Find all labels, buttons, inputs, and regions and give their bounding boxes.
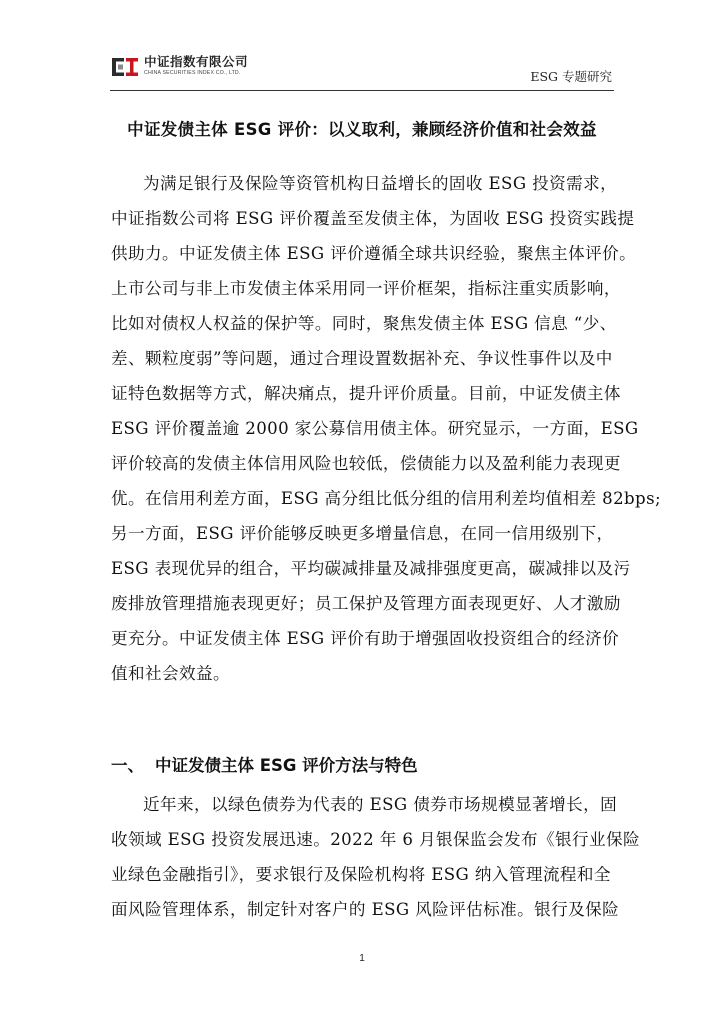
logo-english-name: CHINA SECURITIES INDEX CO., LTD.: [144, 69, 241, 76]
section-heading: [111, 752, 418, 776]
running-head: ESG 专题研究: [530, 69, 612, 84]
paragraph-line: 收领域 ESG 投资发展迅速。2022 年 6 月银保监会发布《银行业保险: [111, 830, 640, 849]
section-number: 一、: [111, 756, 144, 775]
paragraph-line: 为满足银行及保险等资管机构日益增长的固收 ESG 投资需求，: [143, 174, 618, 193]
paragraph-line: 业绿色金融指引》，要求银行及保险机构将 ESG 纳入管理流程和全: [111, 865, 611, 884]
paragraph-line: ESG 表现优异的组合，平均碳减排量及减排强度更高，碳减排以及污: [111, 559, 631, 578]
paragraph-line: 近年来，以绿色债券为代表的 ESG 债券市场规模显著增长，固: [143, 795, 618, 814]
page-header: [110, 50, 614, 91]
logo-chinese-name: 中证指数有限公司: [144, 54, 249, 69]
document-title: 中证发债主体 ESG 评价：以义取利，兼顾经济价值和社会效益: [127, 120, 597, 139]
paragraph-line: 供助力。中证发债主体 ESG 评价遵循全球共识经验，聚焦主体评价。: [111, 244, 637, 263]
paragraph-line: 上市公司与非上市发债主体采用同一评价框架，指标注重实质影响，: [111, 279, 621, 298]
paragraph-line: ESG 评价覆盖逾 2000 家公募信用债主体。研究显示，一方面，ESG: [111, 419, 639, 438]
paragraph-line: 比如对债权人权益的保护等。同时，聚焦发债主体 ESG 信息 “少、: [111, 314, 617, 333]
paragraph-line: 值和社会效益。: [111, 664, 230, 683]
csi-logo-icon: [112, 56, 138, 78]
paragraph-line: 更充分。中证发债主体 ESG 评价有助于增强固收投资组合的经济价: [111, 629, 620, 648]
paragraph-line: 另一方面，ESG 评价能够反映更多增量信息，在同一信用级别下，: [111, 524, 614, 543]
paragraph-line: 优。在信用利差方面，ESG 高分组比低分组的信用利差均值相差 82bps;: [111, 489, 661, 508]
paragraph-line: 废排放管理措施表现更好；员工保护及管理方面表现更好、人才激励: [111, 594, 621, 613]
paragraph-line: 面风险管理体系，制定针对客户的 ESG 风险评估标准。银行及保险: [111, 900, 620, 919]
paragraph-line: 证特色数据等方式，解决痛点，提升评价质量。目前，中证发债主体: [111, 384, 621, 403]
paragraph-line: 差、颗粒度弱”等问题，通过合理设置数据补充、争议性事件以及中: [111, 349, 613, 368]
paragraph-line: 中证指数公司将 ESG 评价覆盖至发债主体，为固收 ESG 投资实践提: [111, 209, 635, 228]
company-logo: [112, 56, 248, 78]
paragraph-line: 评价较高的发债主体信用风险也较低，偿债能力以及盈利能力表现更: [111, 454, 621, 473]
page-number: 1: [359, 953, 365, 964]
section-title: 中证发债主体 ESG 评价方法与特色: [155, 756, 418, 775]
